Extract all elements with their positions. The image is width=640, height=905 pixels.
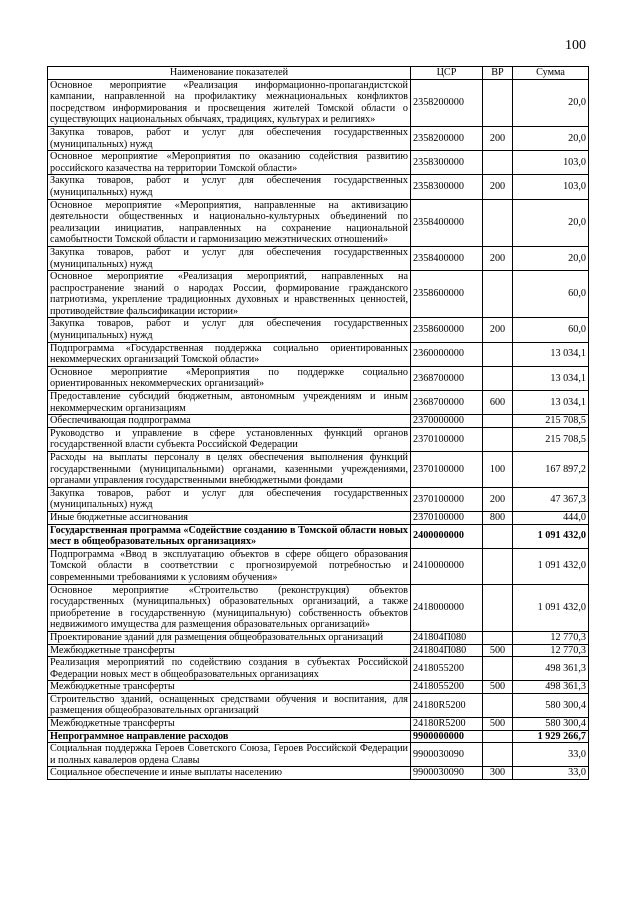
row-csr-cell: 24180R5200 [411,718,483,731]
row-name-cell: Предоставление субсидий бюджетным, автономным учреждениям и иным некоммерческим организациям [48,391,411,415]
table-row [48,391,589,415]
row-vr-cell: 200 [483,246,513,270]
row-name-cell: Иные бюджетные ассигнования [48,511,411,524]
row-name-cell: Закупка товаров, работ и услуг для обеспечения государственных (муниципальных) нужд [48,126,411,150]
row-name-cell: Основное мероприятие «Мероприятия по поддержке социально ориентированных некоммерческих организаций» [48,366,411,390]
row-sum-cell: 13 034,1 [513,342,589,366]
table-row [48,511,589,524]
row-name-cell: Закупка товаров, работ и услуг для обеспечения государственных (муниципальных) нужд [48,318,411,342]
header-vr: ВР [483,67,513,80]
row-csr-cell: 2358300000 [411,151,483,175]
row-vr-cell [483,657,513,681]
row-csr-cell: 2360000000 [411,342,483,366]
table-row [48,548,589,584]
row-vr-cell [483,427,513,451]
row-vr-cell [483,693,513,717]
table-row [48,718,589,731]
row-sum-cell: 580 300,4 [513,718,589,731]
row-vr-cell [483,366,513,390]
row-name-cell: Обеспечивающая подпрограмма [48,415,411,428]
row-csr-cell: 2358200000 [411,79,483,126]
table-row [48,487,589,511]
header-name: Наименование показателей [48,67,411,80]
row-vr-cell [483,271,513,318]
row-vr-cell [483,79,513,126]
table-row [48,730,589,743]
row-vr-cell [483,415,513,428]
table-row [48,524,589,548]
row-name-cell: Реализация мероприятий по содействию создания в субъектах Российской Федерации новых мест в общеобразовательных организациях [48,657,411,681]
row-csr-cell: 2358400000 [411,199,483,246]
table-row [48,79,589,126]
row-csr-cell: 2400000000 [411,524,483,548]
row-csr-cell: 2358600000 [411,318,483,342]
table-row [48,644,589,657]
table-row [48,151,589,175]
table-row [48,631,589,644]
row-csr-cell: 2418000000 [411,584,483,631]
header-sum: Сумма [513,67,589,80]
table-row [48,657,589,681]
row-name-cell: Подпрограмма «Ввод в эксплуатацию объектов в сфере общего образования Томской области в соответствии с прогнозируемой потребностью и современными требованиями к условиям обучения» [48,548,411,584]
table-row [48,693,589,717]
row-vr-cell: 200 [483,126,513,150]
row-vr-cell [483,584,513,631]
row-name-cell: Основное мероприятие «Реализация информационно-пропагандистской кампании, направленной на профилактику межнациональных конфликтов посредством информирования и просвещения жителей Томской области о существующих национальных обычаях, традициях, культурах и религиях» [48,79,411,126]
row-sum-cell: 498 361,3 [513,681,589,694]
row-name-cell: Закупка товаров, работ и услуг для обеспечения государственных (муниципальных) нужд [48,175,411,199]
row-vr-cell [483,151,513,175]
row-csr-cell: 241804П080 [411,644,483,657]
row-sum-cell: 1 929 266,7 [513,730,589,743]
row-csr-cell: 9900030090 [411,767,483,780]
table-body [48,79,589,779]
row-sum-cell: 20,0 [513,199,589,246]
row-name-cell: Социальное обеспечение и иные выплаты населению [48,767,411,780]
row-name-cell: Подпрограмма «Государственная поддержка социально ориентированных некоммерческих организаций Томской области» [48,342,411,366]
table-row [48,366,589,390]
row-vr-cell: 800 [483,511,513,524]
row-sum-cell: 20,0 [513,246,589,270]
row-sum-cell: 103,0 [513,151,589,175]
row-csr-cell: 2368700000 [411,366,483,390]
row-csr-cell: 2370000000 [411,415,483,428]
row-csr-cell: 2418055200 [411,657,483,681]
row-sum-cell: 103,0 [513,175,589,199]
row-sum-cell: 33,0 [513,767,589,780]
row-sum-cell: 47 367,3 [513,487,589,511]
row-sum-cell: 60,0 [513,318,589,342]
row-sum-cell: 1 091 432,0 [513,584,589,631]
row-sum-cell: 1 091 432,0 [513,548,589,584]
row-sum-cell: 13 034,1 [513,391,589,415]
table-row [48,199,589,246]
row-vr-cell [483,743,513,767]
row-sum-cell: 444,0 [513,511,589,524]
row-csr-cell: 2358600000 [411,271,483,318]
row-name-cell: Социальная поддержка Героев Советского Союза, Героев Российской Федерации и полных кавалеров ордена Славы [48,743,411,767]
table-row [48,318,589,342]
table-row [48,743,589,767]
table-row [48,427,589,451]
row-name-cell: Межбюджетные трансферты [48,681,411,694]
row-sum-cell: 20,0 [513,126,589,150]
row-vr-cell: 100 [483,452,513,488]
row-sum-cell: 33,0 [513,743,589,767]
row-csr-cell: 2418055200 [411,681,483,694]
row-sum-cell: 60,0 [513,271,589,318]
row-sum-cell: 167 897,2 [513,452,589,488]
row-csr-cell: 2358200000 [411,126,483,150]
row-sum-cell: 1 091 432,0 [513,524,589,548]
row-vr-cell: 500 [483,644,513,657]
budget-table [47,66,589,780]
row-vr-cell [483,524,513,548]
row-name-cell: Основное мероприятие «Строительство (реконструкция) объектов государственных (муниципальных) образовательных организаций, а также приобретение в государственную (муниципальную) собственность объектов недвижимого имущества для размещения образовательных организаций» [48,584,411,631]
row-name-cell: Руководство и управление в сфере установленных функций органов государственной власти субъекта Российской Федерации [48,427,411,451]
row-vr-cell: 200 [483,318,513,342]
row-vr-cell [483,342,513,366]
row-sum-cell: 498 361,3 [513,657,589,681]
row-name-cell: Основное мероприятие «Реализация мероприятий, направленных на распространение знаний о народах России, формирование гражданского патриотизма, укрепление традиционных духовных и нравственных ценностей, противодействие фальсификации истории» [48,271,411,318]
row-name-cell: Межбюджетные трансферты [48,644,411,657]
row-sum-cell: 12 770,3 [513,631,589,644]
row-csr-cell: 2370100000 [411,427,483,451]
row-vr-cell [483,548,513,584]
table-row [48,126,589,150]
row-vr-cell: 500 [483,718,513,731]
table-row [48,271,589,318]
row-csr-cell: 2370100000 [411,487,483,511]
row-vr-cell: 200 [483,487,513,511]
row-csr-cell: 2410000000 [411,548,483,584]
row-vr-cell [483,631,513,644]
row-sum-cell: 12 770,3 [513,644,589,657]
row-csr-cell: 2370100000 [411,452,483,488]
row-csr-cell: 9900000000 [411,730,483,743]
table-row [48,342,589,366]
row-name-cell: Закупка товаров, работ и услуг для обеспечения государственных (муниципальных) нужд [48,487,411,511]
table-row [48,584,589,631]
row-name-cell: Проектирование зданий для размещения общеобразовательных организаций [48,631,411,644]
row-name-cell: Строительство зданий, оснащенных средствами обучения и воспитания, для размещения общеобразовательных организаций [48,693,411,717]
row-sum-cell: 215 708,5 [513,415,589,428]
row-sum-cell: 215 708,5 [513,427,589,451]
row-vr-cell: 600 [483,391,513,415]
row-csr-cell: 241804П080 [411,631,483,644]
page-number: 100 [565,38,586,53]
table-row [48,681,589,694]
row-name-cell: Закупка товаров, работ и услуг для обеспечения государственных (муниципальных) нужд [48,246,411,270]
row-csr-cell: 9900030090 [411,743,483,767]
row-sum-cell: 580 300,4 [513,693,589,717]
row-name-cell: Основное мероприятие «Мероприятия, направленные на активизацию деятельности общественных и национально-культурных объединений по реализации инициатив, направленных на сохранение национальной самобытности Томской области и гармонизацию межэтнических отношений» [48,199,411,246]
row-name-cell: Расходы на выплаты персоналу в целях обеспечения выполнения функций государственными (муниципальными) органами, казенными учреждениями, органами управления государственными внебюджетными фондами [48,452,411,488]
table-row [48,767,589,780]
table-row [48,246,589,270]
row-vr-cell: 500 [483,681,513,694]
row-sum-cell: 13 034,1 [513,366,589,390]
table-row [48,415,589,428]
row-name-cell: Основное мероприятие «Мероприятия по оказанию содействия развитию российского казачества на территории Томской области» [48,151,411,175]
row-name-cell: Непрограммное направление расходов [48,730,411,743]
row-csr-cell: 24180R5200 [411,693,483,717]
table-header-row [48,67,589,80]
table-row [48,452,589,488]
row-vr-cell: 300 [483,767,513,780]
header-csr: ЦСР [411,67,483,80]
row-name-cell: Государственная программа «Содействие созданию в Томской области новых мест в общеобразовательных организациях» [48,524,411,548]
row-csr-cell: 2368700000 [411,391,483,415]
row-csr-cell: 2358400000 [411,246,483,270]
row-sum-cell: 20,0 [513,79,589,126]
table-row [48,175,589,199]
row-vr-cell [483,730,513,743]
row-vr-cell: 200 [483,175,513,199]
row-name-cell: Межбюджетные трансферты [48,718,411,731]
row-csr-cell: 2370100000 [411,511,483,524]
row-csr-cell: 2358300000 [411,175,483,199]
row-vr-cell [483,199,513,246]
